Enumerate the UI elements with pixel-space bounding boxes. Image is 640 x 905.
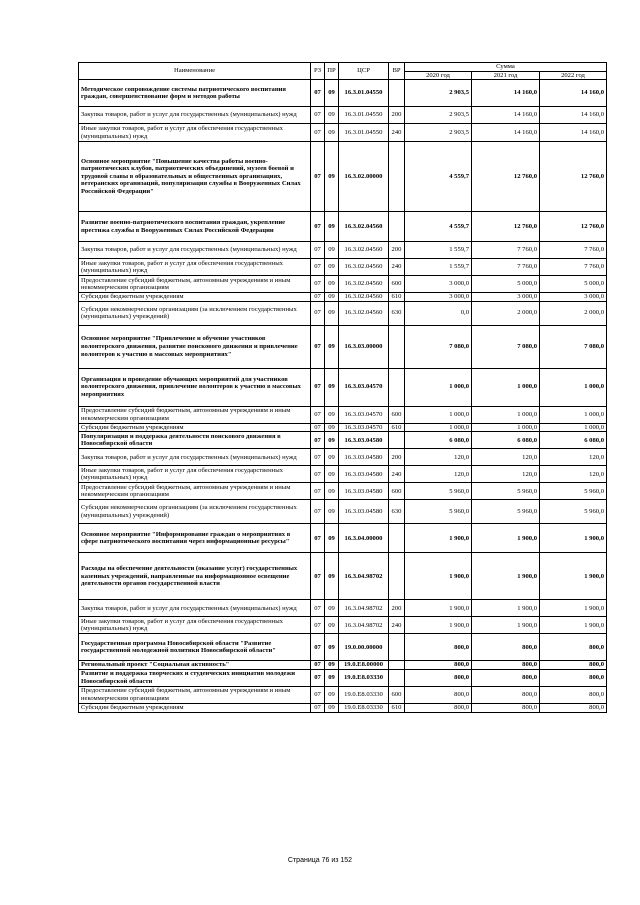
- cell-2021: 14 160,0: [472, 80, 540, 107]
- cell-pr: 09: [325, 406, 339, 423]
- cell-rz: 07: [311, 524, 325, 553]
- cell-rz: 07: [311, 617, 325, 634]
- cell-pr: 09: [325, 368, 339, 406]
- cell-2022: 5 960,0: [540, 483, 607, 500]
- cell-csr: 16.3.03.04580: [339, 432, 389, 449]
- cell-csr: 16.3.03.04580: [339, 449, 389, 466]
- cell-vr: 240: [389, 124, 405, 142]
- cell-2021: 6 080,0: [472, 432, 540, 449]
- cell-2021: 800,0: [472, 686, 540, 703]
- cell-rz: 07: [311, 242, 325, 259]
- cell-2020: 6 080,0: [405, 432, 472, 449]
- header-rz: РЗ: [311, 63, 325, 80]
- cell-2020: 120,0: [405, 449, 472, 466]
- header-2021: 2021 год: [472, 71, 540, 80]
- cell-csr: 16.3.02.04560: [339, 276, 389, 293]
- cell-name: Субсидии некоммерческим организациям (за исключением государственных (муниципальных) учреждений): [79, 301, 311, 325]
- cell-2020: 1 559,7: [405, 242, 472, 259]
- cell-2022: 800,0: [540, 669, 607, 686]
- cell-csr: 16.3.03.04580: [339, 483, 389, 500]
- table-row: [79, 301, 607, 325]
- cell-2022: 7 760,0: [540, 259, 607, 276]
- cell-2022: 2 000,0: [540, 301, 607, 325]
- cell-2021: 5 960,0: [472, 483, 540, 500]
- cell-csr: 16.3.03.00000: [339, 325, 389, 368]
- cell-2020: 800,0: [405, 669, 472, 686]
- cell-vr: 200: [389, 242, 405, 259]
- cell-2022: 120,0: [540, 466, 607, 483]
- cell-csr: 16.3.04.00000: [339, 524, 389, 553]
- table-row: [79, 80, 607, 107]
- cell-name: Основное мероприятие "Повышение качества работы военно-патриотических клубов, патриотических объединений, музеев боевой и трудовой славы в образовательных и общественных организациях, ветеранских организаций, популяризация службы в Вооруженных Силах Российской Федерации": [79, 142, 311, 212]
- cell-csr: 16.3.01.04550: [339, 80, 389, 107]
- cell-2022: 1 900,0: [540, 600, 607, 617]
- cell-csr: 16.3.03.04570: [339, 406, 389, 423]
- cell-csr: 19.0.E8.03330: [339, 703, 389, 712]
- cell-2022: 12 760,0: [540, 212, 607, 242]
- table-row: [79, 686, 607, 703]
- cell-pr: 09: [325, 500, 339, 524]
- cell-pr: 09: [325, 124, 339, 142]
- cell-2020: 2 903,5: [405, 80, 472, 107]
- cell-pr: 09: [325, 686, 339, 703]
- cell-2020: 2 903,5: [405, 124, 472, 142]
- cell-2022: 5 000,0: [540, 276, 607, 293]
- cell-rz: 07: [311, 553, 325, 600]
- table-row: [79, 703, 607, 712]
- table-row: [79, 368, 607, 406]
- cell-name: Иные закупки товаров, работ и услуг для обеспечения государственных (муниципальных) нужд: [79, 124, 311, 142]
- cell-name: Закупка товаров, работ и услуг для государственных (муниципальных) нужд: [79, 242, 311, 259]
- cell-csr: 16.3.02.04560: [339, 301, 389, 325]
- cell-name: Закупка товаров, работ и услуг для государственных (муниципальных) нужд: [79, 449, 311, 466]
- cell-name: Государственная программа Новосибирской области "Развитие государственной молодежной политики Новосибирской области": [79, 634, 311, 661]
- cell-2020: 7 080,0: [405, 325, 472, 368]
- cell-pr: 09: [325, 301, 339, 325]
- table-row: [79, 500, 607, 524]
- cell-name: Предоставление субсидий бюджетным, автономным учреждениям и иным некоммерческим организациям: [79, 686, 311, 703]
- cell-rz: 07: [311, 276, 325, 293]
- cell-pr: 09: [325, 423, 339, 432]
- cell-rz: 07: [311, 466, 325, 483]
- cell-2022: 14 160,0: [540, 124, 607, 142]
- cell-csr: 19.0.00.00000: [339, 634, 389, 661]
- cell-pr: 09: [325, 212, 339, 242]
- table-row: [79, 124, 607, 142]
- cell-csr: 16.3.02.00000: [339, 142, 389, 212]
- table-row: [79, 212, 607, 242]
- cell-name: Иные закупки товаров, работ и услуг для обеспечения государственных (муниципальных) нужд: [79, 259, 311, 276]
- cell-name: Иные закупки товаров, работ и услуг для обеспечения государственных (муниципальных) нужд: [79, 617, 311, 634]
- cell-2020: 5 960,0: [405, 483, 472, 500]
- table-body: [79, 80, 607, 712]
- cell-pr: 09: [325, 432, 339, 449]
- cell-2020: 800,0: [405, 661, 472, 670]
- cell-vr: [389, 524, 405, 553]
- table-row: [79, 325, 607, 368]
- budget-table: [78, 62, 607, 713]
- cell-2022: 800,0: [540, 634, 607, 661]
- cell-2021: 3 000,0: [472, 293, 540, 302]
- cell-2021: 5 960,0: [472, 500, 540, 524]
- cell-2022: 800,0: [540, 703, 607, 712]
- cell-pr: 09: [325, 466, 339, 483]
- cell-rz: 07: [311, 80, 325, 107]
- table-row: [79, 142, 607, 212]
- cell-rz: 07: [311, 432, 325, 449]
- cell-2020: 120,0: [405, 466, 472, 483]
- cell-2022: 12 760,0: [540, 142, 607, 212]
- cell-vr: 600: [389, 406, 405, 423]
- cell-pr: 09: [325, 242, 339, 259]
- table-row: [79, 432, 607, 449]
- cell-2022: 5 960,0: [540, 500, 607, 524]
- cell-vr: [389, 325, 405, 368]
- cell-name: Субсидии бюджетным учреждениям: [79, 703, 311, 712]
- cell-vr: [389, 634, 405, 661]
- cell-2022: 1 900,0: [540, 524, 607, 553]
- cell-rz: 07: [311, 259, 325, 276]
- table-row: [79, 259, 607, 276]
- cell-vr: [389, 553, 405, 600]
- cell-pr: 09: [325, 142, 339, 212]
- table-row: [79, 449, 607, 466]
- cell-csr: 19.0.E8.03330: [339, 686, 389, 703]
- page-number: Страница 76 из 152: [287, 857, 353, 864]
- cell-2020: 800,0: [405, 634, 472, 661]
- cell-vr: [389, 661, 405, 670]
- cell-rz: 07: [311, 600, 325, 617]
- cell-rz: 07: [311, 107, 325, 124]
- cell-2021: 1 900,0: [472, 553, 540, 600]
- cell-2020: 3 000,0: [405, 276, 472, 293]
- cell-2021: 1 000,0: [472, 406, 540, 423]
- cell-name: Иные закупки товаров, работ и услуг для обеспечения государственных (муниципальных) нужд: [79, 466, 311, 483]
- cell-pr: 09: [325, 634, 339, 661]
- table-row: [79, 107, 607, 124]
- cell-2020: 1 000,0: [405, 423, 472, 432]
- cell-vr: 200: [389, 600, 405, 617]
- cell-2021: 12 760,0: [472, 212, 540, 242]
- cell-rz: 07: [311, 449, 325, 466]
- cell-2020: 1 900,0: [405, 617, 472, 634]
- table-row: [79, 276, 607, 293]
- cell-2020: 5 960,0: [405, 500, 472, 524]
- cell-name: Предоставление субсидий бюджетным, автономным учреждениям и иным некоммерческим организациям: [79, 483, 311, 500]
- cell-csr: 16.3.04.98702: [339, 553, 389, 600]
- cell-2021: 7 760,0: [472, 242, 540, 259]
- header-csr: ЦСР: [339, 63, 389, 80]
- cell-csr: 16.3.01.04550: [339, 124, 389, 142]
- cell-name: Предоставление субсидий бюджетным, автономным учреждениям и иным некоммерческим организациям: [79, 276, 311, 293]
- cell-vr: 200: [389, 449, 405, 466]
- cell-2022: 1 900,0: [540, 553, 607, 600]
- cell-pr: 09: [325, 259, 339, 276]
- cell-rz: 07: [311, 142, 325, 212]
- cell-name: Региональный проект "Социальная активность": [79, 661, 311, 670]
- cell-2020: 3 000,0: [405, 293, 472, 302]
- cell-csr: 16.3.02.04560: [339, 259, 389, 276]
- cell-name: Закупка товаров, работ и услуг для государственных (муниципальных) нужд: [79, 600, 311, 617]
- cell-2021: 800,0: [472, 669, 540, 686]
- cell-name: Основное мероприятие "Информирование граждан о мероприятиях в сфере патриотического воспитания через информационные ресурсы": [79, 524, 311, 553]
- cell-2020: 1 900,0: [405, 600, 472, 617]
- cell-2021: 14 160,0: [472, 107, 540, 124]
- cell-pr: 09: [325, 483, 339, 500]
- cell-pr: 09: [325, 293, 339, 302]
- cell-2020: 1 000,0: [405, 406, 472, 423]
- cell-2021: 7 080,0: [472, 325, 540, 368]
- cell-vr: 600: [389, 483, 405, 500]
- cell-2020: 1 900,0: [405, 553, 472, 600]
- cell-2021: 1 000,0: [472, 423, 540, 432]
- cell-2020: 4 559,7: [405, 142, 472, 212]
- cell-2022: 1 000,0: [540, 406, 607, 423]
- cell-2022: 14 160,0: [540, 107, 607, 124]
- table-row: [79, 423, 607, 432]
- cell-csr: 16.3.01.04550: [339, 107, 389, 124]
- cell-2021: 14 160,0: [472, 124, 540, 142]
- header-pr: ПР: [325, 63, 339, 80]
- cell-2020: 800,0: [405, 686, 472, 703]
- cell-2022: 800,0: [540, 661, 607, 670]
- cell-vr: [389, 212, 405, 242]
- cell-pr: 09: [325, 325, 339, 368]
- cell-2021: 5 000,0: [472, 276, 540, 293]
- cell-vr: [389, 432, 405, 449]
- cell-name: Организация и проведение обучающих мероприятий для участников волонтерского движения, привлечение волонтеров к участию в массовых мероприятиях: [79, 368, 311, 406]
- cell-name: Расходы на обеспечение деятельности (оказание услуг) государственных казенных учреждений, направленные на информационное освещение деятельности органов государственной власти: [79, 553, 311, 600]
- cell-2020: 800,0: [405, 703, 472, 712]
- table-row: [79, 524, 607, 553]
- cell-rz: 07: [311, 483, 325, 500]
- cell-pr: 09: [325, 703, 339, 712]
- cell-2022: 800,0: [540, 686, 607, 703]
- cell-vr: 630: [389, 301, 405, 325]
- table-row: [79, 661, 607, 670]
- cell-2021: 120,0: [472, 449, 540, 466]
- cell-csr: 16.3.03.04570: [339, 423, 389, 432]
- cell-csr: 16.3.02.04560: [339, 242, 389, 259]
- table-row: [79, 242, 607, 259]
- cell-rz: 07: [311, 686, 325, 703]
- cell-rz: 07: [311, 661, 325, 670]
- cell-vr: 200: [389, 107, 405, 124]
- table-row: [79, 293, 607, 302]
- cell-vr: 240: [389, 259, 405, 276]
- cell-vr: [389, 142, 405, 212]
- cell-rz: 07: [311, 293, 325, 302]
- cell-name: Развитие и поддержка творческих и студенческих инициатив молодежи Новосибирской области: [79, 669, 311, 686]
- cell-name: Методическое сопровождение системы патриотического воспитания граждан, совершенствование форм и методов работы: [79, 80, 311, 107]
- cell-2020: 2 903,5: [405, 107, 472, 124]
- cell-vr: 240: [389, 466, 405, 483]
- cell-rz: 07: [311, 423, 325, 432]
- cell-name: Субсидии некоммерческим организациям (за исключением государственных (муниципальных) учреждений): [79, 500, 311, 524]
- cell-rz: 07: [311, 124, 325, 142]
- header-vr: ВР: [389, 63, 405, 80]
- cell-2021: 800,0: [472, 703, 540, 712]
- cell-csr: 19.0.E8.00000: [339, 661, 389, 670]
- cell-rz: 07: [311, 703, 325, 712]
- cell-2022: 1 900,0: [540, 617, 607, 634]
- cell-2022: 1 000,0: [540, 423, 607, 432]
- cell-vr: 610: [389, 293, 405, 302]
- cell-2022: 7 760,0: [540, 242, 607, 259]
- cell-pr: 09: [325, 524, 339, 553]
- cell-vr: 610: [389, 423, 405, 432]
- cell-csr: 16.3.03.04580: [339, 466, 389, 483]
- cell-2022: 3 000,0: [540, 293, 607, 302]
- cell-2020: 4 559,7: [405, 212, 472, 242]
- cell-2021: 800,0: [472, 634, 540, 661]
- cell-csr: 16.3.03.04570: [339, 368, 389, 406]
- cell-csr: 16.3.02.04560: [339, 293, 389, 302]
- table-row: [79, 634, 607, 661]
- cell-vr: [389, 669, 405, 686]
- cell-vr: 600: [389, 686, 405, 703]
- cell-2020: 1 000,0: [405, 368, 472, 406]
- cell-2021: 1 900,0: [472, 524, 540, 553]
- cell-pr: 09: [325, 600, 339, 617]
- cell-2022: 120,0: [540, 449, 607, 466]
- cell-vr: 610: [389, 703, 405, 712]
- table-row: [79, 553, 607, 600]
- cell-2021: 12 760,0: [472, 142, 540, 212]
- cell-rz: 07: [311, 634, 325, 661]
- cell-2020: 1 900,0: [405, 524, 472, 553]
- cell-name: Развитие военно-патриотического воспитания граждан, укрепление престижа службы в Вооруженных Силах Российской Федерации: [79, 212, 311, 242]
- cell-name: Субсидии бюджетным учреждениям: [79, 293, 311, 302]
- cell-csr: 16.3.04.98702: [339, 600, 389, 617]
- header-sum: Сумма: [405, 63, 607, 72]
- cell-name: Основное мероприятие "Привлечение и обучение участников волонтерского движения, развитие поискового движения и привлечение волонтеров к участию в массовых мероприятиях": [79, 325, 311, 368]
- cell-2021: 1 900,0: [472, 600, 540, 617]
- cell-vr: 240: [389, 617, 405, 634]
- cell-2021: 1 000,0: [472, 368, 540, 406]
- cell-pr: 09: [325, 449, 339, 466]
- cell-rz: 07: [311, 301, 325, 325]
- cell-vr: 600: [389, 276, 405, 293]
- cell-name: Закупка товаров, работ и услуг для государственных (муниципальных) нужд: [79, 107, 311, 124]
- cell-2021: 7 760,0: [472, 259, 540, 276]
- cell-2021: 800,0: [472, 661, 540, 670]
- cell-pr: 09: [325, 553, 339, 600]
- table-row: [79, 466, 607, 483]
- cell-2020: 0,0: [405, 301, 472, 325]
- cell-pr: 09: [325, 661, 339, 670]
- header-name: Наименование: [79, 63, 311, 80]
- cell-pr: 09: [325, 80, 339, 107]
- cell-2020: 1 559,7: [405, 259, 472, 276]
- cell-csr: 16.3.03.04580: [339, 500, 389, 524]
- cell-pr: 09: [325, 107, 339, 124]
- cell-2022: 6 080,0: [540, 432, 607, 449]
- cell-rz: 07: [311, 406, 325, 423]
- cell-pr: 09: [325, 617, 339, 634]
- cell-2021: 120,0: [472, 466, 540, 483]
- cell-2021: 1 900,0: [472, 617, 540, 634]
- header-2020: 2020 год: [405, 71, 472, 80]
- cell-csr: 19.0.E8.03330: [339, 669, 389, 686]
- cell-csr: 16.3.02.04560: [339, 212, 389, 242]
- table-row: [79, 406, 607, 423]
- table-row: [79, 617, 607, 634]
- cell-vr: [389, 80, 405, 107]
- cell-pr: 09: [325, 276, 339, 293]
- table-row: [79, 483, 607, 500]
- cell-2022: 14 160,0: [540, 80, 607, 107]
- cell-pr: 09: [325, 669, 339, 686]
- cell-name: Субсидии бюджетным учреждениям: [79, 423, 311, 432]
- cell-2021: 2 000,0: [472, 301, 540, 325]
- cell-csr: 16.3.04.98702: [339, 617, 389, 634]
- cell-name: Популяризация и поддержка деятельности поискового движения в Новосибирской области: [79, 432, 311, 449]
- cell-rz: 07: [311, 368, 325, 406]
- cell-vr: 630: [389, 500, 405, 524]
- header-2022: 2022 год: [540, 71, 607, 80]
- table-row: [79, 669, 607, 686]
- cell-rz: 07: [311, 669, 325, 686]
- cell-rz: 07: [311, 325, 325, 368]
- cell-2022: 1 000,0: [540, 368, 607, 406]
- cell-rz: 07: [311, 212, 325, 242]
- cell-rz: 07: [311, 500, 325, 524]
- cell-vr: [389, 368, 405, 406]
- table-row: [79, 600, 607, 617]
- cell-2022: 7 080,0: [540, 325, 607, 368]
- cell-name: Предоставление субсидий бюджетным, автономным учреждениям и иным некоммерческим организациям: [79, 406, 311, 423]
